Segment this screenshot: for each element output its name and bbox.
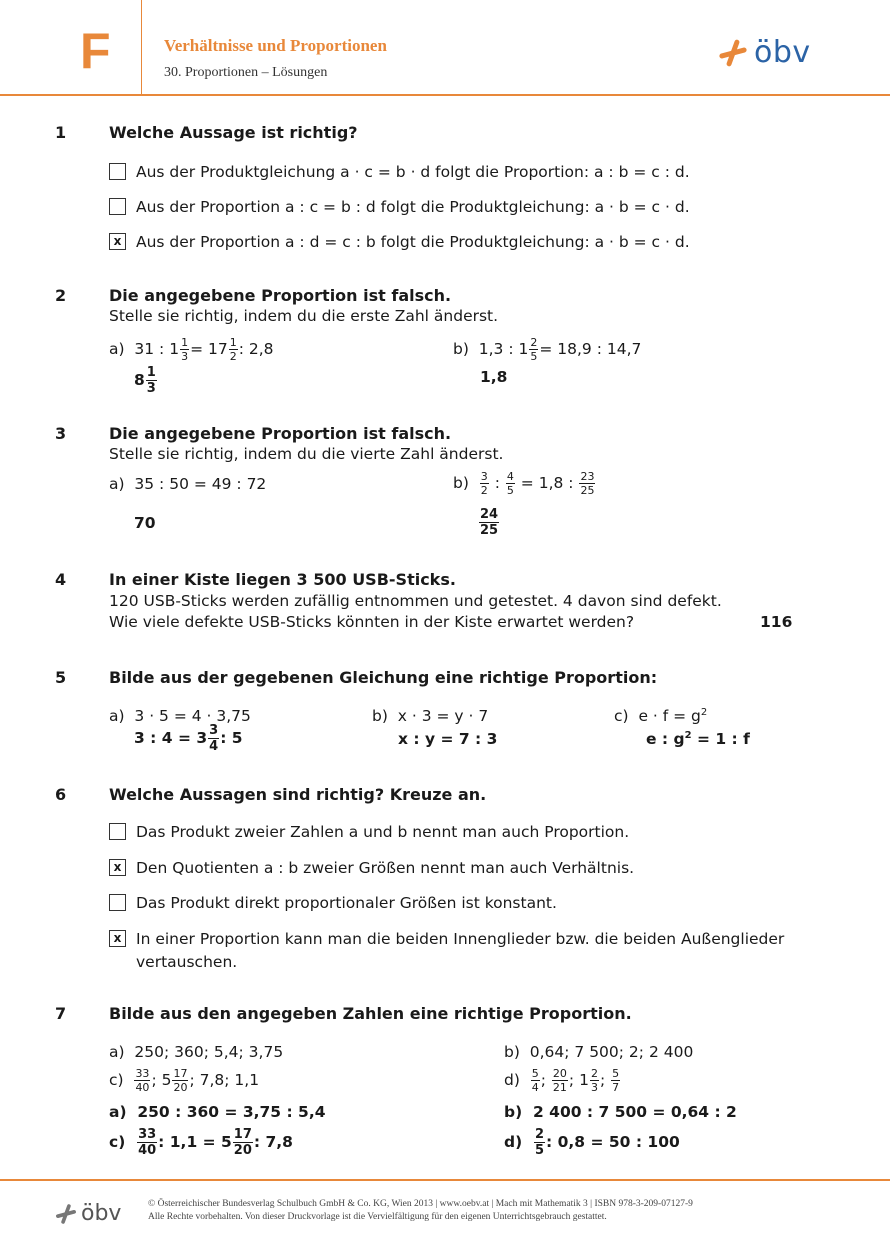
answer: 3 : 4 = 3 $\frac{3}{4}$ : 5 [134,723,243,754]
label: a) [109,340,125,358]
fraction: $\frac{4}{5}$ [506,470,514,497]
page-subtitle: 30. Proportionen – Lösungen [164,65,328,80]
problem-text: Wie viele defekte USB-Sticks könnten in der Kiste erwartet werden? [109,613,635,631]
checkbox[interactable] [109,894,126,911]
instruction: Stelle sie richtig, indem du die vierte Zahl änderst. [109,445,504,463]
fraction: $\frac{1}{2}$ [229,336,237,363]
fraction: $\frac{20}{21}$ [552,1067,567,1094]
fraction: $\frac{33}{40}$ [135,1067,150,1094]
chapter-box [0,0,142,95]
question-number: 4 [55,570,67,589]
question-title: Welche Aussagen sind richtig? Kreuze an. [109,785,487,804]
task-a [109,1043,283,1061]
values: 0,64; 7 500; 2; 2 400 [529,1043,694,1061]
answer: 8 $\frac{1}{3}$ [134,365,156,396]
label: b) [504,1043,520,1061]
answer: 116 [760,613,793,631]
fraction: $\frac{5}{4}$ [531,1067,539,1094]
option-text: Das Produkt zweier Zahlen a und b nennt man auch Proportion. [136,823,630,841]
logo-text: öbv [754,35,811,70]
instruction: Stelle sie richtig, indem du die erste Zahl änderst. [109,307,499,325]
fraction: $\frac{2}{3}$ [590,1067,598,1094]
question-number: 1 [55,123,67,142]
expr: x · 3 = y · 7 [397,707,489,725]
expr: 3 · 5 = 4 · 3,75 [134,707,251,725]
option-text: Das Produkt direkt proportionaler Größen ist konstant. [136,894,557,912]
fraction: $\frac{17}{20}$ [173,1067,188,1094]
answer: $\frac{24}{25}$ [480,507,499,538]
option-text: Den Quotienten a : b zweier Größen nennt man auch Verhältnis. [136,859,635,877]
chapter-letter: F [80,23,111,79]
problem-text: 120 USB-Sticks werden zufällig entnommen und getestet. 4 davon sind defekt. [109,592,722,610]
question-number: 6 [55,785,67,804]
question-number: 3 [55,424,67,443]
footer-logo [55,1203,121,1225]
question-title: Bilde aus den angegeben Zahlen eine richtige Proportion. [109,1004,632,1023]
fraction: $\frac{3}{2}$ [480,470,488,497]
fraction: $\frac{23}{25}$ [580,470,595,497]
answer: 1,8 [480,368,508,386]
footer-divider [0,1179,890,1181]
expr-part: = 17 [190,340,228,358]
option-text: Aus der Produktgleichung a · c = b · d folgt die Proportion: a : b = c : d. [136,163,690,181]
fraction: $\frac{2}{5}$ [530,336,538,363]
option-text-cont: vertauschen. [136,953,238,971]
label: c) [614,707,629,726]
label: a) [109,1043,125,1061]
label: a) [109,707,125,725]
option-text: Aus der Proportion a : d = c : b folgt die Produktgleichung: a · b = c · d. [136,233,690,251]
task-c: c) $\frac{33}{40}$ ; 5 $\frac{17}{20}$ ; 7,8; 1,1 [109,1067,260,1094]
checkbox[interactable] [109,198,126,215]
task-b [372,707,488,725]
question-title: In einer Kiste liegen 3 500 USB-Sticks. [109,570,456,589]
task-a [109,707,251,725]
answer-a: a) 250 : 360 = 3,75 : 5,4 [109,1103,326,1121]
fraction: $\frac{5}{7}$ [612,1067,620,1094]
option-text: In einer Proportion kann man die beiden Innenglieder bzw. die beiden Außenglieder [136,930,785,948]
label: d) [504,1071,520,1089]
label: a) [109,475,125,493]
label: b) [453,340,469,358]
task-d: d) $\frac{5}{4}$ ; $\frac{20}{21}$ ; 1 $\frac{2}{3}$ ; $\frac{5}{7}$ [504,1067,620,1094]
option-text: Aus der Proportion a : c = b : d folgt die Produktgleichung: a · b = c · d. [136,198,690,216]
question-title: Die angegebene Proportion ist falsch. [109,286,452,305]
question-title: Bilde aus der gegebenen Gleichung eine richtige Proportion: [109,668,658,687]
header-divider [0,94,890,96]
copyright-line: © Österreichischer Bundesverlag Schulbuch GmbH & Co. KG, Wien 2013 | www.oebv.at | Mach mit Mathematik 3 | ISBN 978-3-209-07127-9 [148,1199,693,1209]
expr-part: : 2,8 [238,340,274,358]
footer-logo-text: öbv [81,1201,122,1226]
answer: x : y = 7 : 3 [398,730,498,748]
fraction: $\frac{1}{3}$ [181,336,189,363]
task-c: c) $e \cdot f = g^2$ [614,707,708,726]
checkbox[interactable] [109,823,126,840]
star-logo-icon [718,38,748,68]
label: b) [372,707,388,725]
checkbox-checked[interactable]: x [109,233,126,250]
question-title: Welche Aussage ist richtig? [109,123,358,142]
star-logo-icon [55,1203,77,1225]
answer: 70 [134,514,156,532]
rights-line: Alle Rechte vorbehalten. Von dieser Druckvorlage ist die Vervielfältigung für den eigenen Unterrichtsgebrauch gestattet. [148,1212,607,1222]
task-b [453,337,641,362]
expr: 35 : 50 = 49 : 72 [134,475,267,493]
expr: e · f = g [638,707,701,726]
label: c) [109,1071,124,1089]
question-title: Die angegebene Proportion ist falsch. [109,424,452,443]
task-b: b) $\frac{3}{2}$ : $\frac{4}{5}$ = 1,8 : $\frac{23}{25}$ [453,470,595,497]
question-number: 2 [55,286,67,305]
answer-d: d) $\frac{2}{5}$ : 0,8 = 50 : 100 [504,1127,680,1158]
expr-part: 1,3 : 1 [478,340,529,358]
answer-c: c) $\frac{33}{40}$ : 1,1 = 5 $\frac{17}{20}$ : 7,8 [109,1127,293,1158]
question-number: 5 [55,668,67,687]
task-a [109,475,266,493]
answer-b: b) 2 400 : 7 500 = 0,64 : 2 [504,1103,737,1121]
expr-part: = 18,9 : 14,7 [539,340,642,358]
task-a [109,337,274,362]
question-number: 7 [55,1004,67,1023]
checkbox-checked[interactable]: x [109,930,126,947]
checkbox-checked[interactable]: x [109,859,126,876]
task-b [504,1043,693,1061]
answer: e : $g^2 = 1$ : f [646,730,750,749]
page-title: Verhältnisse und Proportionen [164,36,387,55]
label: b) [453,474,469,492]
publisher-logo [718,35,811,70]
values: 250; 360; 5,4; 3,75 [134,1043,284,1061]
expr-part: 31 : 1 [134,340,180,358]
checkbox[interactable] [109,163,126,180]
